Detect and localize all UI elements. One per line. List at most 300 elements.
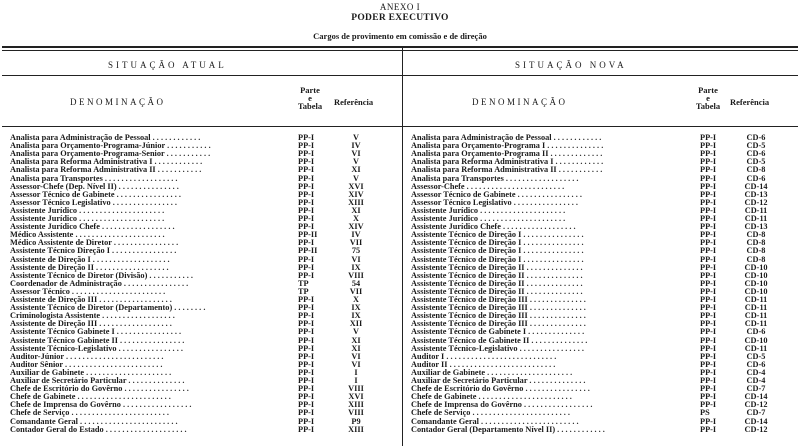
table-row	[10, 418, 398, 426]
row-denominacao: Analista para Reforma Administrativa I . . . . . . . . . . . .	[411, 158, 604, 167]
row-denominacao: Assistente Técnico de Direção I . . . . . . . . . . . . . . .	[411, 231, 584, 240]
left-col-e: e	[308, 93, 312, 103]
row-denominacao: Assessor Técnico Legislativo . . . . . . . . . . . . . . . .	[411, 198, 579, 207]
table-row	[10, 223, 398, 231]
table-row	[411, 280, 798, 288]
row-denominacao: Comandante Geral . . . . . . . . . . . . . . . . . . . . . . . .	[10, 417, 178, 426]
table-row	[411, 166, 798, 174]
row-parte-tabela: PP-I	[700, 424, 717, 434]
row-denominacao: Analista para Orçamento-Programa-Senior . . . . . . . . . . .	[10, 150, 211, 159]
row-parte-tabela: PP-I	[700, 327, 717, 337]
row-denominacao: Assistente Técnico Gabinete I . . . . . . . . . . . . . . . .	[10, 328, 182, 337]
row-denominacao: Assistente Jurídico . . . . . . . . . . . . . . . . . . . . .	[10, 206, 165, 215]
row-parte-tabela: PP-I	[298, 181, 315, 191]
table-row	[10, 191, 398, 199]
row-parte-tabela: PP-I	[298, 335, 315, 345]
row-parte-tabela: PP-I	[700, 416, 717, 426]
row-denominacao: Criminologista Assistente . . . . . . . . . . . . . . . . . .	[10, 312, 175, 321]
row-parte-tabela: PP-II	[298, 230, 318, 240]
table-row	[10, 239, 398, 247]
row-referencia: CD-10	[744, 286, 768, 296]
row-parte-tabela: PP-I	[700, 205, 717, 215]
row-referencia: CD-14	[744, 392, 768, 402]
table-row	[411, 377, 798, 385]
row-parte-tabela: PP-I	[700, 181, 717, 191]
row-referencia: CD-13	[744, 189, 768, 199]
row-denominacao: Assessor Técnico . . . . . . . . . . . . . . . . . . . . . . .	[10, 287, 166, 296]
row-denominacao: Auditor-Júnior . . . . . . . . . . . . . . . . . . . . . . . .	[10, 352, 164, 361]
row-referencia: CD-6	[746, 133, 766, 142]
row-parte-tabela: PP-I	[298, 262, 315, 272]
row-denominacao: Chefe de Gabinete . . . . . . . . . . . . . . . . . . . . . . .	[411, 393, 572, 402]
row-parte-tabela: PP-I	[298, 424, 315, 434]
row-referencia: VIII	[348, 270, 364, 280]
row-parte-tabela: PP-I	[700, 343, 717, 353]
row-referencia: XIV	[348, 189, 364, 199]
row-parte-tabela: PP-I	[700, 133, 717, 142]
right-col-parte: Parte	[698, 85, 718, 95]
row-referencia: XI	[351, 165, 361, 175]
row-referencia: CD-12	[744, 197, 768, 207]
header-rule	[2, 126, 798, 127]
row-referencia: CD-5	[746, 141, 766, 151]
row-parte-tabela: PP-I	[700, 230, 717, 240]
row-parte-tabela: PP-I	[298, 141, 315, 151]
table-row	[411, 175, 798, 183]
row-denominacao: Assistente Técnico de Gabinete II . . . . . . . . . . . . . .	[411, 336, 588, 345]
row-referencia: VI	[351, 359, 361, 369]
table-row	[10, 134, 398, 142]
section-title-new: SITUAÇÃO NOVA	[515, 60, 627, 70]
table-row	[411, 296, 798, 304]
table-row	[411, 158, 798, 166]
table-row	[411, 183, 798, 191]
row-parte-tabela: PP-I	[298, 311, 315, 321]
row-referencia: CD-12	[744, 400, 768, 410]
table-row	[411, 150, 798, 158]
row-referencia: VIII	[348, 384, 364, 394]
row-referencia: CD-8	[746, 165, 766, 175]
table-row	[411, 320, 798, 328]
table-row	[411, 288, 798, 296]
row-referencia: CD-10	[744, 270, 768, 280]
row-referencia: CD-11	[744, 303, 768, 313]
row-parte-tabela: PP-I	[700, 319, 717, 329]
row-parte-tabela: PP-I	[700, 278, 717, 288]
table-row	[411, 239, 798, 247]
section-rule	[2, 75, 798, 76]
row-denominacao: Assistente Jurídico . . . . . . . . . . . . . . . . . . . . .	[10, 215, 165, 223]
section-title-current: SITUAÇÃO ATUAL	[108, 60, 227, 70]
row-denominacao: Assessor Técnico de Gabinete . . . . . . . . . . . . . . . .	[10, 190, 181, 199]
row-denominacao: Auditor II . . . . . . . . . . . . . . . . . . . . . . . . . .	[411, 360, 556, 369]
row-referencia: XI	[351, 205, 361, 215]
row-denominacao: Auditor I . . . . . . . . . . . . . . . . . . . . . . . . . . .	[411, 352, 557, 361]
row-denominacao: Coordenador de Administração . . . . . . . . . . . . . . . .	[10, 279, 189, 288]
row-parte-tabela: PP-I	[298, 400, 315, 410]
row-parte-tabela: PP-I	[700, 222, 717, 232]
table-row	[10, 264, 398, 272]
row-denominacao: Analista para Orçamento-Programa II . . . . . . . . . . . . .	[411, 150, 603, 159]
table-row	[411, 231, 798, 239]
row-referencia: CD-13	[744, 222, 768, 232]
row-denominacao: Assistente Técnico de Diretor (Divisão) . . . . . . . . . . .	[10, 271, 193, 280]
row-denominacao: Assistente Técnico de Direção I . . . . . . . . . . . . . . .	[411, 255, 584, 264]
row-denominacao: Assistente Técnico de Direção II . . . . . . . . . . . . . .	[411, 279, 583, 288]
table-row	[10, 409, 398, 417]
row-denominacao: Médico Assistente de Diretor . . . . . . . . . . . . . . . .	[10, 239, 179, 248]
right-col-parte-tabela	[694, 86, 722, 110]
row-referencia: IV	[351, 141, 361, 151]
table-row	[411, 272, 798, 280]
row-denominacao: Assessor Técnico Legislativo . . . . . . . . . . . . . . . .	[10, 198, 178, 207]
table-row	[411, 393, 798, 401]
table-row	[411, 312, 798, 320]
row-parte-tabela: PP-I	[298, 319, 315, 329]
row-parte-tabela: PP-I	[298, 392, 315, 402]
row-denominacao: Assistente Técnico de Direção II . . . . . . . . . . . . . .	[411, 263, 583, 272]
table-row	[411, 199, 798, 207]
row-denominacao: Assistente Técnico Gabinete II . . . . . . . . . . . . . . . .	[10, 336, 185, 345]
row-referencia: CD-11	[744, 319, 768, 329]
row-denominacao: Assistente Técnico-Legislativo . . . . . . . . . . . . . . . .	[10, 344, 183, 353]
row-denominacao: Auditor Sênior . . . . . . . . . . . . . . . . . . . . . . . .	[10, 360, 163, 369]
left-col-referencia: Referência	[334, 97, 374, 107]
row-parte-tabela: PP-I	[298, 351, 315, 361]
row-denominacao: Assistente Jurídico Chefe . . . . . . . . . . . . . . . . . .	[10, 223, 175, 232]
row-referencia: CD-7	[746, 408, 766, 418]
table-row	[10, 183, 398, 191]
row-referencia: XVI	[348, 392, 364, 402]
row-parte-tabela: PS	[700, 408, 710, 418]
row-referencia: XI	[351, 343, 361, 353]
row-denominacao: Auxiliar de Secretário Particular . . . . . . . . . . . . . .	[411, 377, 586, 385]
row-parte-tabela: PP-I	[700, 392, 717, 402]
left-col-tabela: Tabela	[297, 101, 323, 111]
row-denominacao: Chefe de Serviço . . . . . . . . . . . . . . . . . . . . . . . .	[10, 409, 170, 418]
row-denominacao: Assistente Técnico de Direção I . . . . . . . . . . . . . . .	[411, 239, 584, 248]
right-col-tabela: Tabela	[695, 101, 721, 111]
row-parte-tabela: PP-I	[298, 157, 315, 167]
table-row	[10, 385, 398, 393]
row-denominacao: Chefe de Escritório do Govêrno . . . . . . . . . . . . . . . .	[411, 385, 590, 394]
row-denominacao: Chefe de Gabinete . . . . . . . . . . . . . . . . . . . . . . .	[10, 393, 171, 402]
left-col-denominacao: DENOMINAÇÃO	[70, 97, 166, 107]
row-referencia: CD-10	[744, 262, 768, 272]
table-row	[10, 337, 398, 345]
table-row	[411, 247, 798, 255]
row-referencia: 75	[351, 246, 361, 256]
row-denominacao: Analista para Reforma Administrativa I . . . . . . . . . . . .	[10, 158, 203, 167]
row-parte-tabela: PP-I	[298, 205, 315, 215]
row-referencia: VI	[351, 149, 361, 159]
row-referencia: VII	[349, 286, 363, 296]
row-referencia: CD-11	[744, 214, 768, 223]
document-title: PODER EXECUTIVO	[351, 13, 449, 23]
table-row	[10, 401, 398, 409]
row-denominacao: Assistente Jurídico . . . . . . . . . . . . . . . . . . . . .	[411, 206, 566, 215]
table-row	[10, 272, 398, 280]
row-referencia: XI	[351, 335, 361, 345]
row-referencia: XIV	[348, 222, 364, 232]
row-denominacao: Chefe de Imprensa do Govêrno . . . . . . . . . . . . . . . . .	[10, 401, 192, 410]
row-denominacao: Analista para Reforma Administrativa II . . . . . . . . . . .	[10, 166, 202, 175]
row-parte-tabela: PP-I	[700, 376, 717, 385]
row-referencia: CD-6	[746, 149, 766, 159]
row-parte-tabela: PP-I	[700, 286, 717, 296]
row-denominacao: Analista para Administração de Pessoal . . . . . . . . . . . .	[10, 134, 201, 142]
table-row	[411, 142, 798, 150]
row-parte-tabela: PP-I	[298, 343, 315, 353]
row-parte-tabela: PP-I	[700, 295, 717, 304]
row-parte-tabela: PP-I	[700, 238, 717, 248]
row-referencia: CD-12	[744, 424, 768, 434]
row-parte-tabela: PP-I	[298, 376, 315, 385]
row-parte-tabela: PP-II	[298, 246, 318, 256]
row-denominacao: Assistente Jurídico . . . . . . . . . . . . . . . . . . . . .	[411, 215, 566, 223]
table-row	[10, 377, 398, 385]
table-row	[411, 328, 798, 336]
table-row	[10, 320, 398, 328]
row-parte-tabela: PP-I	[700, 141, 717, 151]
row-referencia: IX	[351, 303, 361, 313]
table-row	[411, 215, 798, 223]
row-parte-tabela: PP-I	[298, 189, 315, 199]
right-col-referencia: Referência	[730, 97, 770, 107]
row-parte-tabela: PP-I	[700, 246, 717, 256]
table-row	[10, 304, 398, 312]
row-referencia: CD-4	[746, 367, 766, 377]
row-parte-tabela: PP-I	[298, 254, 315, 264]
row-parte-tabela: PP-I	[298, 359, 315, 369]
table-row	[411, 207, 798, 215]
row-referencia: IX	[351, 262, 361, 272]
row-parte-tabela: PP-I	[298, 165, 315, 175]
row-denominacao: Assistente Técnico de Diretor (Departamento) . . . . . . . .	[10, 304, 206, 313]
row-parte-tabela: TP	[298, 286, 309, 296]
row-referencia: V	[353, 157, 359, 167]
row-parte-tabela: PP-I	[298, 133, 315, 142]
table-row	[411, 191, 798, 199]
table-row	[10, 166, 398, 174]
row-referencia: CD-14	[744, 181, 768, 191]
table-row	[10, 345, 398, 353]
row-referencia: VII	[349, 238, 363, 248]
row-parte-tabela: PP-I	[700, 149, 717, 159]
table-row	[10, 231, 398, 239]
row-parte-tabela: PP-I	[700, 351, 717, 361]
row-referencia: CD-5	[746, 157, 766, 167]
table-row	[10, 312, 398, 320]
left-col-parte: Parte	[300, 85, 320, 95]
table-row	[10, 215, 398, 223]
row-referencia: CD-11	[744, 205, 768, 215]
annex-label: ANEXO I	[379, 2, 421, 12]
row-referencia: CD-8	[746, 246, 766, 256]
row-parte-tabela: PP-I	[700, 384, 717, 394]
row-parte-tabela: PP-I	[298, 222, 315, 232]
row-referencia: IX	[351, 311, 361, 321]
table-row	[411, 361, 798, 369]
table-row	[411, 337, 798, 345]
row-denominacao: Analista para Administração de Pessoal . . . . . . . . . . . .	[411, 134, 602, 142]
row-denominacao: Auxiliar de Gabinete . . . . . . . . . . . . . . . . . . . . .	[10, 368, 172, 377]
table-row	[411, 264, 798, 272]
row-referencia: X	[353, 214, 359, 223]
table-row	[411, 426, 798, 434]
table-row	[10, 328, 398, 336]
row-parte-tabela: PP-I	[700, 270, 717, 280]
row-parte-tabela: PP-I	[298, 367, 315, 377]
row-parte-tabela: PP-I	[298, 238, 315, 248]
row-denominacao: Assistente Técnico de Direção I . . . . . . . . . . . . . . .	[411, 247, 584, 256]
row-parte-tabela: PP-I	[298, 270, 315, 280]
row-denominacao: Assessor-Chefe (Dep. Nível II) . . . . . . . . . . . . . . .	[10, 182, 179, 191]
row-parte-tabela: PP-I	[700, 254, 717, 264]
table-row	[10, 142, 398, 150]
table-row	[10, 207, 398, 215]
row-referencia: XIII	[348, 424, 364, 434]
row-referencia: CD-11	[744, 295, 768, 304]
row-parte-tabela: PP-I	[700, 157, 717, 167]
table-row	[10, 175, 398, 183]
row-referencia: VI	[351, 254, 361, 264]
row-parte-tabela: PP-I	[700, 303, 717, 313]
row-denominacao: Médico Assistente . . . . . . . . . . . . . . . . . . . . . .	[10, 231, 165, 240]
right-col-denominacao: DENOMINAÇÃO	[472, 97, 568, 107]
row-referencia: CD-8	[746, 254, 766, 264]
table-row	[411, 304, 798, 312]
table-row	[411, 409, 798, 417]
row-referencia: CD-8	[746, 238, 766, 248]
row-denominacao: Comandante Geral . . . . . . . . . . . . . . . . . . . . . . . .	[411, 417, 579, 426]
table-row	[10, 369, 398, 377]
row-referencia: V	[353, 327, 359, 337]
row-denominacao: Analista para Transportes . . . . . . . . . . . . . . . . . .	[411, 174, 579, 183]
row-referencia: 54	[351, 278, 361, 288]
row-referencia: VIII	[348, 408, 364, 418]
row-referencia: CD-10	[744, 278, 768, 288]
row-parte-tabela: PP-I	[298, 197, 315, 207]
row-denominacao: Assistente Técnico-Legislativo . . . . . . . . . . . . . . . .	[411, 344, 584, 353]
row-denominacao: Contador Geral (Departamento Nível II) . . . . . . . . . . . .	[411, 425, 605, 434]
row-parte-tabela: PP-I	[700, 197, 717, 207]
table-row	[10, 256, 398, 264]
row-denominacao: Assistente Técnico Direção I . . . . . . . . . . . . . . . .	[10, 247, 177, 256]
right-col-e: e	[706, 93, 710, 103]
table-row	[411, 353, 798, 361]
table-row	[10, 353, 398, 361]
table-row	[411, 134, 798, 142]
table-row	[411, 385, 798, 393]
row-denominacao: Chefe de Serviço . . . . . . . . . . . . . . . . . . . . . . . .	[411, 409, 571, 418]
row-referencia: CD-10	[744, 335, 768, 345]
row-denominacao: Chefe de Imprensa do Govêrno . . . . . . . . . . . . . . . . .	[411, 401, 593, 410]
row-parte-tabela: PP-I	[298, 295, 315, 304]
row-referencia: CD-6	[746, 173, 766, 183]
row-referencia: I	[354, 367, 358, 377]
table-row	[411, 401, 798, 409]
row-referencia: XIII	[348, 197, 364, 207]
top-rule-inner	[2, 50, 798, 51]
row-parte-tabela: PP-I	[700, 367, 717, 377]
row-parte-tabela: PP-I	[298, 303, 315, 313]
row-denominacao: Assistente Técnico de Direção III . . . . . . . . . . . . . .	[411, 296, 586, 304]
row-denominacao: Assistente Técnico de Direção III . . . . . . . . . . . . . .	[411, 312, 586, 321]
row-parte-tabela: PP-I	[700, 311, 717, 321]
row-denominacao: Assistente Técnico de Direção III . . . . . . . . . . . . . .	[411, 320, 586, 329]
table-row	[10, 296, 398, 304]
top-rule	[2, 46, 798, 48]
row-denominacao: Auxiliar de Secretário Particular . . . . . . . . . . . . . .	[10, 377, 185, 385]
row-referencia: P9	[351, 416, 361, 426]
table-row	[411, 345, 798, 353]
row-parte-tabela: PP-I	[700, 165, 717, 175]
row-denominacao: Analista para Transportes . . . . . . . . . . . . . . . . . .	[10, 174, 178, 183]
row-denominacao: Contador Geral do Estado . . . . . . . . . . . . . . . . . . . .	[10, 425, 187, 434]
row-parte-tabela: PP-I	[298, 149, 315, 159]
row-referencia: CD-6	[746, 327, 766, 337]
row-denominacao: Assistente Técnico de Gabinete I . . . . . . . . . . . . . .	[411, 328, 585, 337]
row-referencia: CD-6	[746, 359, 766, 369]
row-denominacao: Assessor Técnico de Gabinete . . . . . . . . . . . . . . . .	[411, 190, 582, 199]
table-row	[10, 280, 398, 288]
row-referencia: CD-11	[744, 343, 768, 353]
row-denominacao: Assistente de Direção II . . . . . . . . . . . . . . . . . .	[10, 263, 169, 272]
row-referencia: CD-11	[744, 311, 768, 321]
row-parte-tabela: PP-I	[298, 327, 315, 337]
row-denominacao: Chefe de Escritório do Govêrno . . . . . . . . . . . . . . . .	[10, 385, 189, 394]
row-referencia: CD-14	[744, 416, 768, 426]
table-row	[10, 361, 398, 369]
row-parte-tabela: PP-I	[298, 214, 315, 223]
row-denominacao: Assistente Técnico de Direção III . . . . . . . . . . . . . .	[411, 304, 586, 313]
table-row	[10, 426, 398, 434]
row-parte-tabela: PP-I	[700, 173, 717, 183]
row-denominacao: Assistente de Direção III . . . . . . . . . . . . . . . . . .	[10, 320, 172, 329]
row-parte-tabela: PP-I	[700, 359, 717, 369]
left-col-parte-tabela	[296, 86, 324, 110]
row-parte-tabela: PP-I	[700, 400, 717, 410]
row-referencia: I	[354, 376, 358, 385]
table-row	[411, 256, 798, 264]
table-row	[10, 158, 398, 166]
table-row	[10, 150, 398, 158]
row-denominacao: Analista para Orçamento-Programa I . . . . . . . . . . . . . .	[411, 142, 604, 151]
row-parte-tabela: PP-I	[298, 173, 315, 183]
row-referencia: CD-4	[746, 376, 766, 385]
row-parte-tabela: TP	[298, 278, 309, 288]
row-referencia: XII	[349, 319, 363, 329]
row-denominacao: Assistente Técnico de Direção II . . . . . . . . . . . . . .	[411, 271, 583, 280]
row-denominacao: Auxiliar de Gabinete . . . . . . . . . . . . . . . . . . . . .	[411, 368, 573, 377]
table-row	[411, 223, 798, 231]
row-referencia: V	[353, 173, 359, 183]
row-parte-tabela: PP-I	[298, 408, 315, 418]
row-parte-tabela: PP-I	[298, 416, 315, 426]
row-parte-tabela: PP-I	[700, 189, 717, 199]
row-denominacao: Analista para Orçamento-Programa-Júnior . . . . . . . . . . .	[10, 142, 211, 151]
row-referencia: IV	[351, 230, 361, 240]
row-referencia: CD-7	[746, 384, 766, 394]
row-referencia: XIII	[348, 400, 364, 410]
table-row	[411, 418, 798, 426]
row-referencia: VI	[351, 351, 361, 361]
table-row	[10, 199, 398, 207]
row-parte-tabela: PP-I	[298, 384, 315, 394]
row-parte-tabela: PP-I	[700, 262, 717, 272]
row-referencia: V	[353, 133, 359, 142]
